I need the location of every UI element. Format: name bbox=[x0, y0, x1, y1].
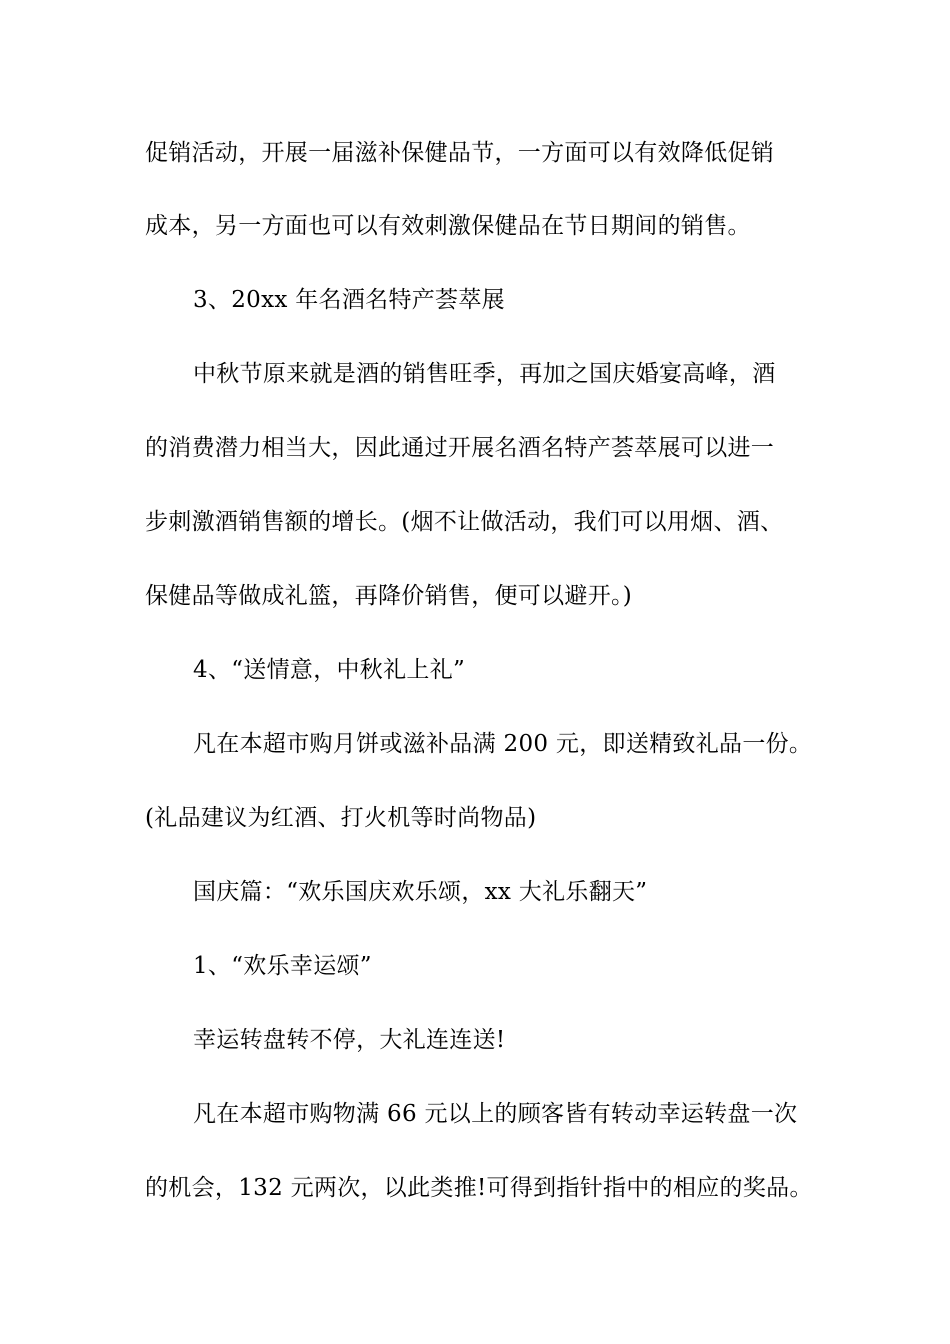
paragraph-line: 步刺激酒销售额的增长。(烟不让做活动，我们可以用烟、酒、 bbox=[145, 509, 784, 535]
section-heading: 3、20xx 年名酒名特产荟萃展 bbox=[193, 287, 505, 313]
paragraph-line: 凡在本超市购物满 66 元以上的顾客皆有转动幸运转盘一次 bbox=[193, 1101, 798, 1127]
section-heading: 国庆篇：“欢乐国庆欢乐颂，xx 大礼乐翻天” bbox=[193, 879, 648, 905]
paragraph-line: 成本，另一方面也可以有效刺激保健品在节日期间的销售。 bbox=[145, 213, 751, 239]
paragraph-line: 幸运转盘转不停，大礼连连送! bbox=[193, 1027, 506, 1053]
paragraph-line: (礼品建议为红酒、打火机等时尚物品) bbox=[145, 805, 537, 831]
paragraph-line: 凡在本超市购月饼或滋补品满 200 元，即送精致礼品一份。 bbox=[193, 731, 813, 757]
section-heading: 1、“欢乐幸运颂” bbox=[193, 953, 372, 979]
paragraph-line: 促销活动，开展一届滋补保健品节，一方面可以有效降低促销 bbox=[145, 140, 775, 166]
section-heading: 4、“送情意，中秋礼上礼” bbox=[193, 657, 466, 683]
paragraph-line: 的消费潜力相当大，因此通过开展名酒名特产荟萃展可以进一 bbox=[145, 435, 775, 461]
paragraph-line: 的机会，132 元两次，以此类推!可得到指针指中的相应的奖品。 bbox=[145, 1175, 813, 1201]
paragraph-line: 保健品等做成礼篮，再降价销售，便可以避开。) bbox=[145, 583, 633, 609]
paragraph-line: 中秋节原来就是酒的销售旺季，再加之国庆婚宴高峰，酒 bbox=[193, 361, 776, 387]
